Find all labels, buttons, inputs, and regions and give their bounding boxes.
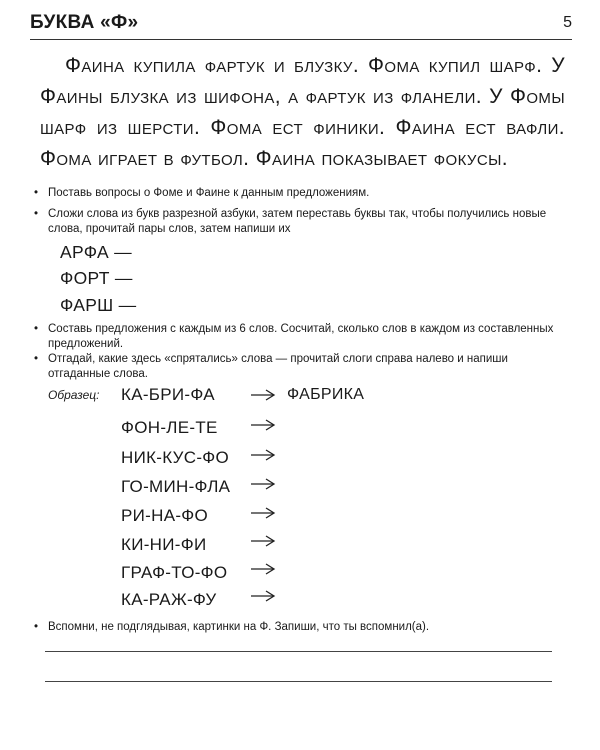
task-5-text: Вспомни, не подглядывая, картинки на Ф. Запиши, что ты вспомнил(а). (48, 621, 430, 633)
bullet-icon: • (34, 353, 39, 365)
right-arrow-icon (250, 590, 276, 602)
task-1 (34, 186, 564, 201)
story-text-block (40, 50, 565, 174)
task-1-text: Поставь вопросы о Фоме и Фаине к данным предложениям. (48, 187, 370, 199)
task-2-text: Сложи слова из букв разрезной азбуки, затем переставь буквы так, чтобы получились новые слова, прочитай пары слов, затем напиши их (48, 208, 547, 235)
syllable-row-2: НИК-КУС-ФО (121, 448, 230, 467)
word-pair-2: ФОРТ — (60, 268, 133, 288)
answer-line-1 (45, 651, 552, 652)
syllable-row-5: КИ-НИ-ФИ (121, 535, 207, 554)
bullet-icon: • (34, 187, 39, 199)
answer-line-2 (45, 681, 552, 682)
story-paragraph: Фаина купила фартук и блузку. Фома купил шарф. У Фаины блузка из шифона, а фартук из фланели. У Фомы шарф из шерсти. Фома ест финики. Фаина ест вафли. Фома играет в футбол. Фаина показывает фокусы. (40, 54, 565, 170)
syllable-row-3: ГО-МИН-ФЛА (121, 477, 231, 496)
right-arrow-icon (250, 507, 276, 519)
bullet-icon: • (34, 208, 39, 220)
syllable-row-6: ГРАФ-ТО-ФО (121, 563, 228, 582)
task-3-text: Составь предложения с каждым из 6 слов. Сосчитай, сколько слов в каждом из составленных предложений. (48, 323, 554, 350)
right-arrow-icon (250, 478, 276, 490)
right-arrow-icon (250, 419, 276, 431)
right-arrow-icon (250, 535, 276, 547)
page-number: 5 (563, 14, 572, 31)
syllable-row-4: РИ-НА-ФО (121, 506, 209, 525)
bullet-icon: • (34, 621, 39, 633)
page-header (30, 12, 572, 40)
sample-label: Образец: (48, 388, 100, 402)
syllable-row-sample: КА-БРИ-ФА (121, 385, 215, 404)
page-title: БУКВА «Ф» (30, 12, 139, 33)
task-4-text: Отгадай, какие здесь «спрятались» слова — прочитай слоги справа налево и напиши отгаданные слова. (48, 353, 508, 380)
word-pair-1: АРФА — (60, 242, 132, 262)
right-arrow-icon (250, 389, 276, 401)
task-2 (34, 207, 564, 237)
sample-answer: ФАБРИКА (287, 386, 365, 403)
bullet-icon: • (34, 323, 39, 335)
word-pair-3: ФАРШ — (60, 295, 137, 315)
header-divider (30, 39, 572, 40)
right-arrow-icon (250, 449, 276, 461)
task-5 (34, 620, 564, 635)
right-arrow-icon (250, 563, 276, 575)
syllable-row-1: ФОН-ЛЕ-ТЕ (121, 418, 218, 437)
task-3 (34, 322, 564, 352)
syllable-row-7: КА-РАЖ-ФУ (121, 590, 217, 609)
task-4 (34, 352, 564, 382)
